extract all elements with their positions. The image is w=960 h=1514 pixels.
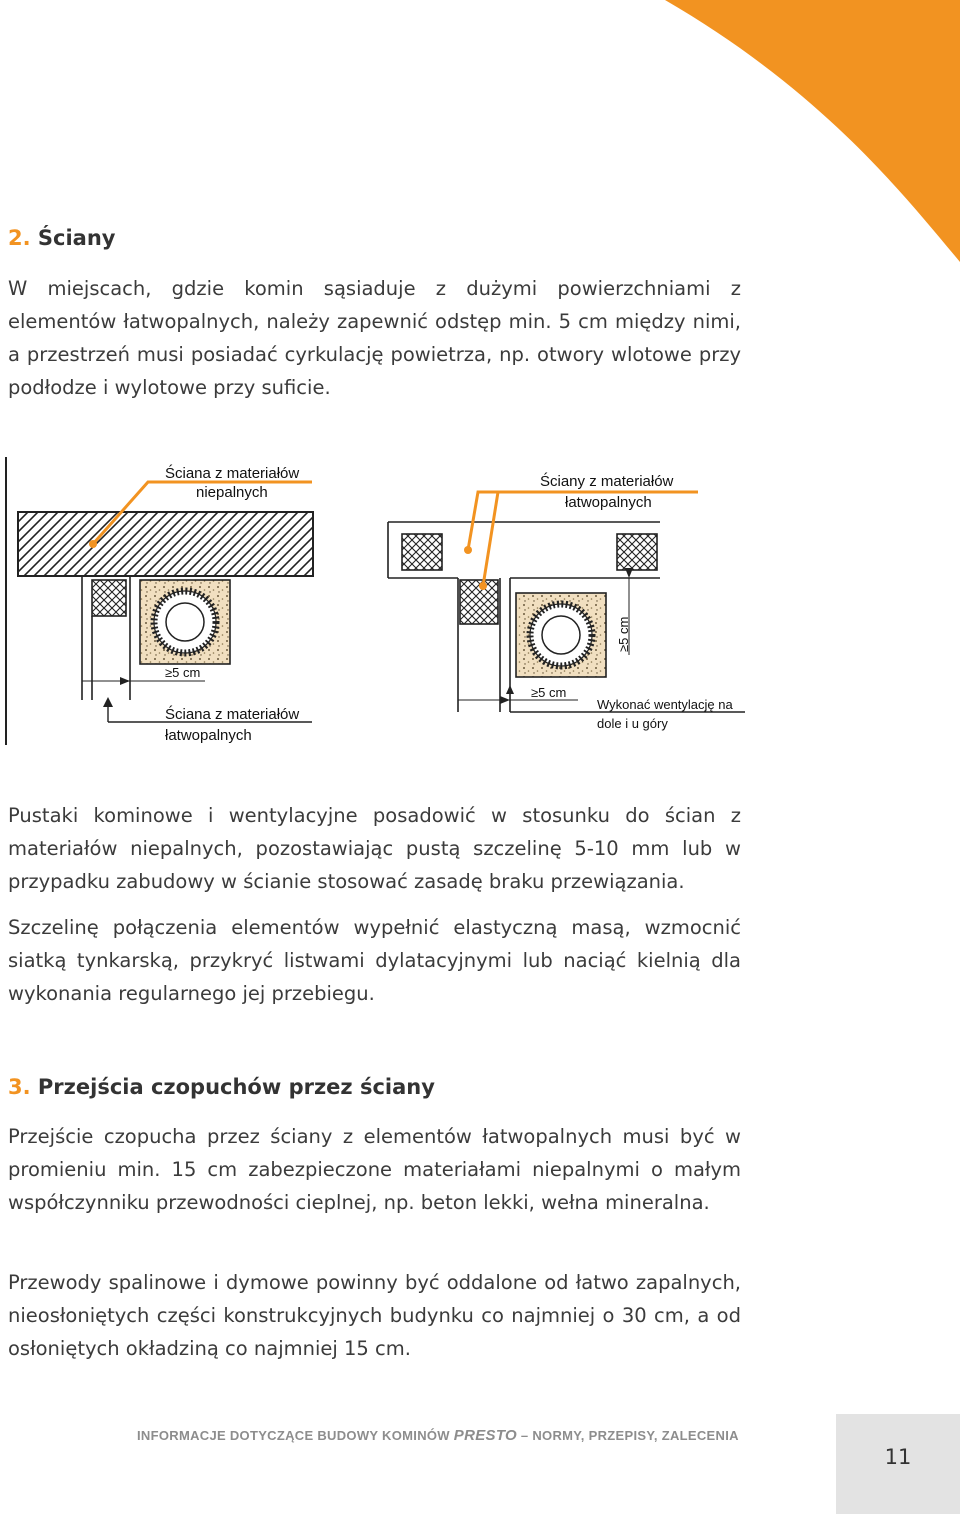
right-vertical-gap-label: ≥5 cm bbox=[616, 616, 631, 652]
wall-clearance-diagram bbox=[0, 450, 960, 750]
left-bottom-label-1: Ściana z materiałów bbox=[165, 706, 300, 723]
right-gap-label: ≥5 cm bbox=[531, 685, 567, 700]
section-number: 2. bbox=[8, 226, 31, 250]
footer-caption-text: INFORMACJE DOTYCZĄCE BUDOWY KOMINÓW bbox=[137, 1428, 454, 1443]
left-bottom-label-2: łatwopalnych bbox=[165, 727, 252, 744]
section-title: Ściany bbox=[37, 226, 116, 250]
paragraph-pustaki: Pustaki kominowe i wentylacyjne posadowić w stosunku do ścian z materiałów niepalnych, pozostawiając pustą szczelinę 5-10 mm lub w przypadku zabudowy w ścianie stosować zasadę braku przewiązania. bbox=[8, 804, 741, 893]
footer-caption bbox=[137, 1427, 739, 1444]
left-top-label-2: niepalnych bbox=[196, 484, 268, 501]
left-top-label-1: Ściana z materiałów bbox=[165, 465, 300, 482]
section-number: 3. bbox=[8, 1075, 31, 1099]
footer-brand: PRESTO bbox=[453, 1427, 517, 1444]
section-3-heading bbox=[8, 1075, 435, 1099]
right-note-2: dole i u góry bbox=[597, 716, 668, 731]
page-number-box bbox=[836, 1414, 960, 1514]
right-top-label-1: Ściany z materiałów bbox=[540, 473, 674, 490]
left-gap-label: ≥5 cm bbox=[165, 665, 201, 680]
section-2-heading bbox=[8, 226, 116, 250]
section-3-paragraph-2: Przewody spalinowe i dymowe powinny być oddalone od łatwo zapalnych, nieosłoniętych części konstrukcyjnych budynku co najmniej o 30 cm, a od osłoniętych okładziną co najmniej 15 cm. bbox=[8, 1271, 741, 1360]
section-2-paragraph: W miejscach, gdzie komin sąsiaduje z dużymi powierzchniami z elementów łatwopalnych, należy zapewnić odstęp min. 5 cm między nimi, a przestrzeń musi posiadać cyrkulację powietrza, np. otwory wlotowe przy podłodze i wylotowe przy suficie. bbox=[8, 277, 741, 399]
paragraph-szczeline: Szczelinę połączenia elementów wypełnić elastyczną masą, wzmocnić siatką tynkarską, przykryć listwami dylatacyjnymi lub naciąć kielnią dla wykonania regularnego jej przebiegu. bbox=[8, 916, 741, 1005]
section-title: Przejścia czopuchów przez ściany bbox=[37, 1075, 435, 1099]
right-note-1: Wykonać wentylację na bbox=[597, 697, 733, 712]
page-number: 11 bbox=[884, 1445, 912, 1469]
footer-caption-text-end: – NORMY, PRZEPISY, ZALECENIA bbox=[517, 1428, 739, 1443]
orange-corner-swoosh bbox=[0, 0, 960, 270]
section-3-paragraph-1: Przejście czopucha przez ściany z elementów łatwopalnych musi być w promieniu min. 15 cm zabezpieczone materiałami niepalnymi o małym współczynniku przewodności cieplnej, np. beton lekki, wełna mineralna. bbox=[8, 1125, 741, 1214]
right-top-label-2: łatwopalnych bbox=[565, 494, 652, 511]
